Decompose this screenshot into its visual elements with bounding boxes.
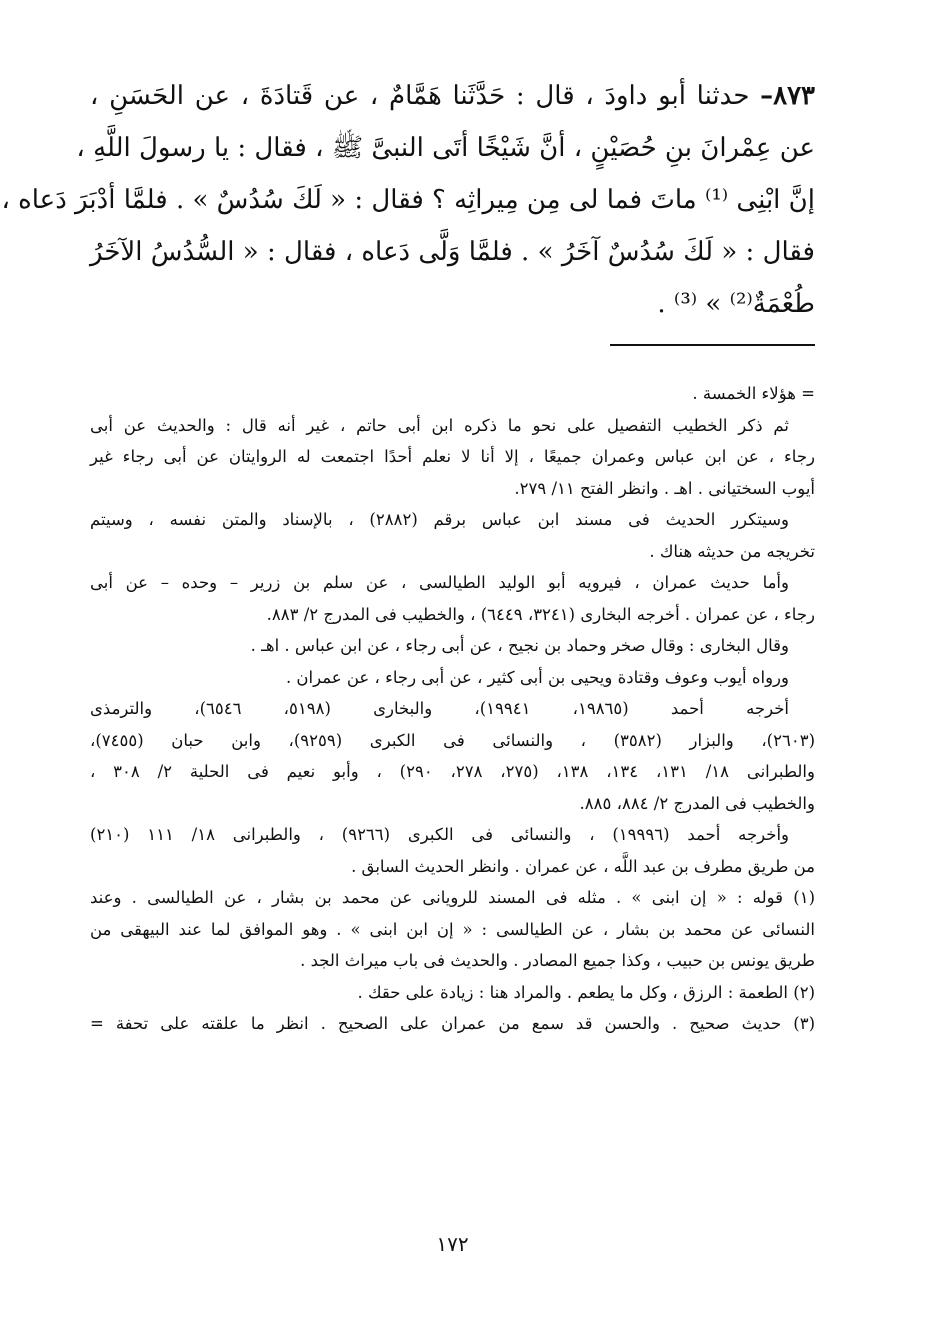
note-line: وسيتكرر الحديث فى مسند ابن عباس برقم (٢٨٨٢) ، بالإسناد والمتن نفسه ، وسيتم xyxy=(90,510,790,529)
hadith-line-5: طُعْمَةٌ⁽²⁾ » ⁽³⁾ . xyxy=(657,289,815,319)
note-line: من طريق مطرف بن عبد اللَّه ، عن عمران . وانظر الحديث السابق . xyxy=(351,856,815,876)
footnote-1-line: (١) قوله : « إن ابنى » . مثله فى المسند للرويانى عن محمد بن بشار ، عن الطيالسى . وعند xyxy=(90,888,815,907)
note-line: وأما حديث عمران ، فيرويه أبو الوليد الطيالسى ، عن سلم بن زرير – وحده – عن أبى xyxy=(90,573,789,592)
note-line: أيوب السختيانى . اهـ . وانظر الفتح ١١/ ٢٧٩. xyxy=(514,478,815,498)
page-number: ١٧٢ xyxy=(436,1232,469,1256)
footnote-1-line: النسائى عن محمد بن بشار ، عن الطيالسى : « إن ابن ابنى » . وهو الموافق لما عند البيهقى من xyxy=(90,919,815,939)
note-line: = هؤلاء الخمسة . xyxy=(692,384,815,403)
footnote-2-line: (٢) الطعمة : الرزق ، وكل ما يطعم . والمراد هنا : زيادة على حقك . xyxy=(357,982,815,1002)
footnote-3-line: (٣) حديث صحيح . والحسن قد سمع من عمران على الصحيح . انظر ما علقته على تحفة = xyxy=(90,1014,815,1033)
note-line: وأخرجه أحمد (١٩٩٩٦) ، والنسائى فى الكبرى (٩٢٦٦) ، والطبرانى ١٨/ ١١١ (٢١٠) xyxy=(90,825,790,844)
note-line: والطبرانى ١٨/ ١٣١، ١٣٤، ١٣٨، (٢٧٥، ٢٧٨، ٢٩٠) ، وأبو نعيم فى الحلية ٢/ ٣٠٨ ، xyxy=(90,762,815,781)
footnote-1-line: طريق يونس بن حبيب ، وكذا جميع المصادر . والحديث فى باب ميراث الجد . xyxy=(300,951,815,970)
hadith-line-4: فقال : « لَكَ سُدُسٌ آخَرُ » . فلمَّا وَلَّى دَعاه ، فقال : « السُّدُسُ الآخَرُ xyxy=(90,237,815,267)
note-line: ورواه أيوب وعوف وقتادة ويحيى بن أبى كثير ، عن أبى رجاء ، عن عمران . xyxy=(285,667,789,687)
note-line: (٢٦٠٣)، والبزار (٣٥٨٢) ، والنسائى فى الكبرى (٩٢٥٩)، وابن حبان (٧٤٥٥)، xyxy=(90,730,816,750)
note-line: وقال البخارى : وقال صخر وحماد بن نجيح ، عن أبى رجاء ، عن ابن عباس . اهـ . xyxy=(250,636,789,655)
note-line: رجاء ، عن ابن عباس وعمران جميعًا ، إلا أنا لا نعلم أحدًا اجتمعت له الروايتان عن أبى رجاء غير xyxy=(90,447,815,466)
hadith-number: ٨٧٣– xyxy=(760,81,816,111)
book-page xyxy=(1,60,816,1300)
note-line: ثم ذكر الخطيب التفصيل على نحو ما ذكره ابن أبى حاتم ، غير أنه قال : والحديث عن أبى xyxy=(90,415,789,435)
hadith-line-2: عن عِمْرانَ بنِ حُصَيْنٍ ، أنَّ شَيْخًا أتَى النبىَّ ﷺ ، فقال : يا رسولَ اللَّهِ ، xyxy=(76,133,815,163)
note-line: أخرجه أحمد (١٩٨٦٥، ١٩٩٤١)، والبخارى (٥١٩٨، ٦٥٤٦)، والترمذى xyxy=(90,699,789,718)
note-line: والخطيب فى المدرج ٢/ ٨٨٤، ٨٨٥. xyxy=(579,793,815,813)
note-line: رجاء ، عن عمران . أخرجه البخارى (٣٢٤١، ٦٤٤٩) ، والخطيب فى المدرج ٢/ ٨٨٣. xyxy=(266,604,815,624)
footnote-separator xyxy=(610,344,815,346)
footnotes xyxy=(90,378,815,1040)
note-line: تخريجه من حديثه هناك . xyxy=(649,541,815,561)
hadith-text xyxy=(1,70,816,330)
hadith-line-3: إنَّ ابْنِى ⁽¹⁾ ماتَ فما لى مِن مِيراثِه ؟ فقال : « لَكَ سُدُسٌ » . فلمَّا أدْبَرَ دَعاه ، xyxy=(1,185,815,215)
hadith-line-1 xyxy=(90,70,815,122)
hadith-line-1-text: حدثنا أبو داودَ ، قال : حَدَّثَنا هَمَّامٌ ، عن قَتادَةَ ، عن الحَسَنِ ، xyxy=(90,81,750,111)
